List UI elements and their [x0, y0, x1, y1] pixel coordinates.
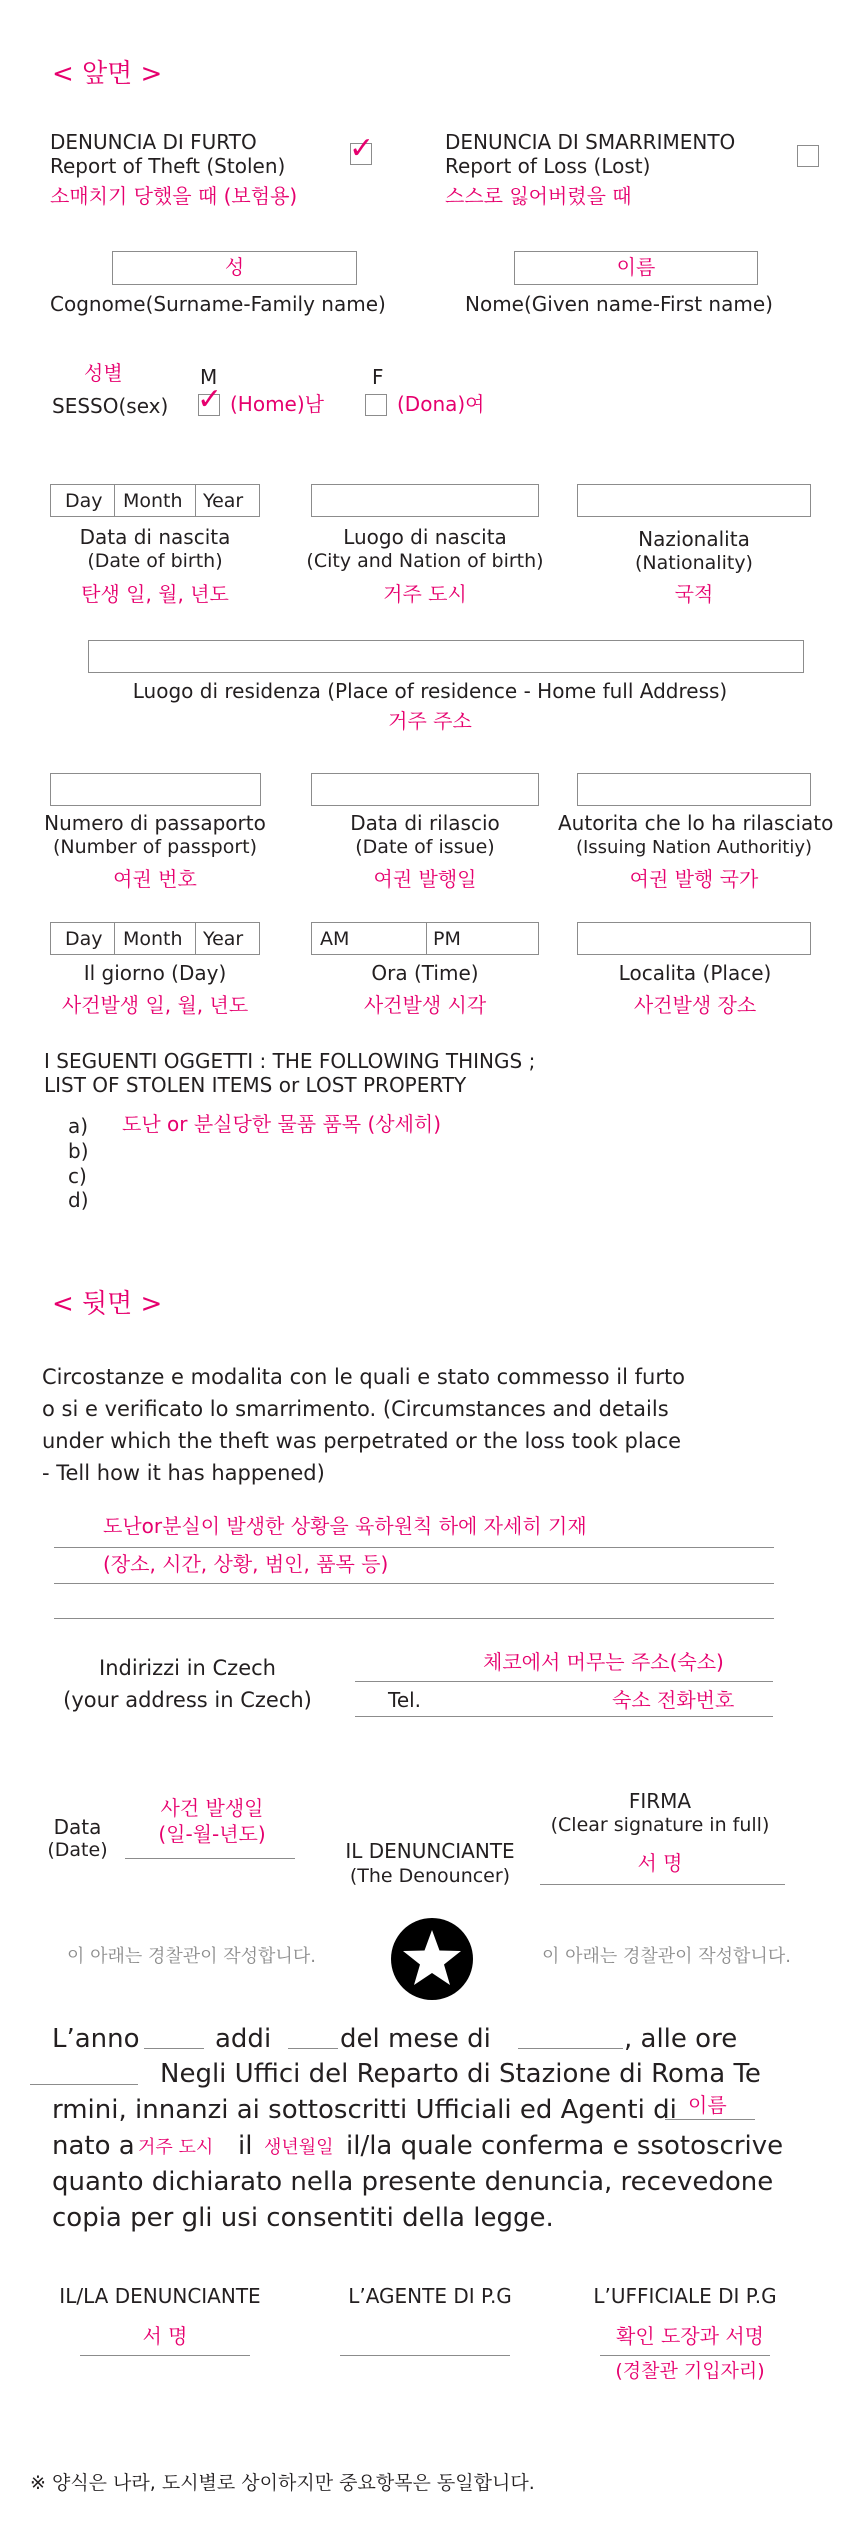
loss-title-en: Report of Loss (Lost)	[445, 154, 651, 178]
incident-time-label: Ora (Time)	[371, 961, 479, 985]
residence-label-ko: 거주 주소	[388, 709, 472, 733]
issue-date-label-en: (Date of issue)	[355, 836, 495, 858]
items-title-1: I SEGUENTI OGGETTI : THE FOLLOWING THINGS ;	[44, 1049, 536, 1073]
residence-label: Luogo di residenza (Place of residence - Home full Address)	[132, 679, 728, 703]
denunciante-sig-field[interactable]	[80, 2355, 250, 2356]
sex-label: SESSO(sex)	[52, 394, 169, 418]
birthplace-label-ko: 거주 도시	[383, 582, 467, 606]
given-name-field[interactable]	[514, 251, 758, 285]
para-il: il	[238, 2131, 253, 2161]
authority-label-ko: 여권 발행 국가	[629, 867, 759, 891]
loss-title-it: DENUNCIA DI SMARRIMENTO	[445, 130, 736, 154]
para-line-3: rmini, innanzi ai sottoscritti Ufficiali ed Agenti di	[52, 2095, 677, 2125]
para-mese: del mese di	[340, 2024, 491, 2054]
loss-checkbox[interactable]	[797, 145, 819, 167]
nationality-field[interactable]	[577, 484, 811, 517]
mese-field[interactable]	[518, 2048, 623, 2049]
birth-day-cell: Day	[65, 490, 103, 512]
loss-title-ko: 스스로 잃어버렸을 때	[445, 184, 632, 208]
police-note-left: 이 아래는 경찰관이 작성합니다.	[67, 1946, 316, 1967]
circumstances-hint-2: (장소, 시간, 상황, 범인, 품목 등)	[103, 1552, 389, 1576]
date-hint-2: (일-월-년도)	[158, 1822, 266, 1846]
incident-month-cell: Month	[123, 928, 183, 950]
czech-address-label-it: Indirizzi in Czech	[99, 1656, 276, 1680]
incident-place-field[interactable]	[577, 922, 811, 955]
birthplace-label-it: Luogo di nascita	[343, 525, 507, 549]
denunciante-sig-hint: 서 명	[142, 2324, 188, 2348]
theft-title-ko: 소매치기 당했을 때 (보험용)	[50, 184, 298, 208]
female-letter: F	[372, 365, 384, 389]
para-conferma: il/la quale conferma e ssotoscrive	[346, 2131, 784, 2161]
issue-date-label-ko: 여권 발행일	[373, 867, 477, 891]
tel-hint: 숙소 전화번호	[612, 1688, 735, 1712]
passport-number-label-it: Numero di passaporto	[44, 811, 266, 835]
female-checkbox[interactable]	[365, 394, 387, 416]
item-c-letter: c)	[68, 1164, 87, 1188]
sex-ko-label: 성별	[84, 361, 123, 385]
given-name-label: Nome(Given name-First name)	[465, 292, 773, 316]
agente-sig-field[interactable]	[340, 2355, 510, 2356]
birthplace-label-en: (City and Nation of birth)	[306, 550, 544, 572]
items-hint: 도난 or 분실당한 물품 품목 (상세히)	[122, 1112, 442, 1136]
para-ore: , alle ore	[624, 2024, 738, 2054]
incident-year-cell: Year	[203, 928, 244, 950]
firma-label-en: (Clear signature in full)	[550, 1814, 770, 1836]
items-title-2: LIST OF STOLEN ITEMS or LOST PROPERTY	[44, 1073, 467, 1097]
czech-address-hint: 체코에서 머무는 주소(숙소)	[483, 1650, 724, 1674]
passport-number-field[interactable]	[50, 773, 261, 806]
surname-label: Cognome(Surname-Family name)	[50, 292, 386, 316]
denunciante-sig-label: IL/LA DENUNCIANTE	[59, 2284, 261, 2308]
agente-sig-label: L’AGENTE DI P.G	[348, 2284, 512, 2308]
date-label-en: (Date)	[47, 1839, 108, 1861]
date-label-it: Data	[53, 1815, 102, 1839]
incident-day-label: Il giorno (Day)	[83, 961, 227, 985]
male-letter: M	[200, 365, 218, 389]
signature-field[interactable]	[540, 1884, 785, 1885]
nationality-label-ko: 국적	[674, 582, 714, 606]
circumstances-line-field-2[interactable]	[54, 1583, 774, 1584]
authority-label-it: Autorita che lo ha rilasciato	[558, 811, 834, 835]
nationality-label-it: Nazionalita	[638, 527, 750, 551]
authority-field[interactable]	[577, 773, 811, 806]
female-text: (Dona)여	[397, 392, 485, 416]
passport-number-label-en: (Number of passport)	[53, 836, 257, 858]
am-cell: AM	[320, 928, 350, 950]
date-field[interactable]	[125, 1858, 295, 1859]
para-addi: addi	[215, 2024, 272, 2054]
para-line-2: Negli Uffici del Reparto di Stazione di Roma Te	[160, 2059, 761, 2089]
addi-field[interactable]	[288, 2048, 338, 2049]
issue-date-label-it: Data di rilascio	[350, 811, 500, 835]
issue-date-field[interactable]	[311, 773, 539, 806]
footnote: ※ 양식은 나라, 도시별로 상이하지만 중요항목은 동일합니다.	[30, 2472, 535, 2494]
authority-label-en: (Issuing Nation Authoritiy)	[575, 837, 813, 858]
incident-time-field[interactable]	[311, 922, 539, 955]
circumstances-line-field-1[interactable]	[54, 1547, 774, 1548]
check-mark-icon: ✓	[349, 131, 375, 166]
circumstances-line-field-3[interactable]	[54, 1618, 774, 1619]
czech-address-label-en: (your address in Czech)	[63, 1688, 312, 1712]
birth-date-label-it: Data di nascita	[79, 525, 231, 549]
czech-address-field[interactable]	[355, 1681, 773, 1682]
birthplace-field[interactable]	[311, 484, 539, 517]
incident-place-label-ko: 사건발생 장소	[633, 993, 757, 1017]
birth-month-cell: Month	[123, 490, 183, 512]
item-a-letter: a)	[68, 1114, 89, 1138]
officer-name-field[interactable]	[665, 2119, 755, 2120]
theft-title-it: DENUNCIA DI FURTO	[50, 130, 257, 154]
denouncer-label-en: (The Denouncer)	[349, 1865, 511, 1887]
police-note-right: 이 아래는 경찰관이 작성합니다.	[542, 1946, 791, 1967]
circumstances-line-2: o si e verificato lo smarrimento. (Circumstances and details	[42, 1397, 669, 1421]
passport-number-label-ko: 여권 번호	[113, 867, 197, 891]
male-checkbox[interactable]	[197, 382, 223, 417]
given-name-hint: 이름	[616, 255, 656, 279]
circumstances-hint-1: 도난or분실이 발생한 상황을 육하원칙 하에 자세히 기재	[103, 1514, 587, 1538]
theft-checkbox[interactable]	[349, 131, 375, 166]
birth-date-label-ko: 탄생 일, 월, 년도	[81, 582, 229, 606]
para-birthday-hint: 생년월일	[264, 2137, 334, 2158]
birth-date-field[interactable]	[50, 484, 260, 517]
incident-place-label: Localita (Place)	[618, 961, 772, 985]
tel-field[interactable]	[355, 1716, 773, 1717]
firma-hint: 서 명	[637, 1851, 683, 1875]
check-mark-icon: ✓	[197, 382, 223, 417]
birth-date-label-en: (Date of birth)	[87, 550, 223, 572]
star-badge-icon	[391, 1918, 473, 2000]
para-nato: nato a	[52, 2131, 135, 2161]
firma-label-it: FIRMA	[628, 1789, 692, 1813]
birth-year-cell: Year	[203, 490, 244, 512]
para-anno: L’anno	[52, 2024, 140, 2054]
ufficiale-sig-label: L’UFFICIALE DI P.G	[593, 2284, 777, 2308]
back-header: < 뒷면 >	[52, 1289, 163, 1319]
pm-cell: PM	[433, 928, 461, 950]
ore-field[interactable]	[30, 2084, 138, 2085]
date-hint-1: 사건 발생일	[160, 1796, 264, 1820]
ufficiale-sig-field[interactable]	[600, 2355, 770, 2356]
ufficiale-sig-hint-2: (경찰관 기입자리)	[615, 2360, 765, 2382]
male-text: (Home)남	[230, 392, 324, 416]
item-d-letter: d)	[68, 1188, 89, 1212]
circumstances-line-4: - Tell how it has happened)	[42, 1461, 325, 1485]
surname-field[interactable]	[112, 251, 357, 285]
para-name-hint: 이름	[688, 2093, 727, 2117]
incident-day-cell: Day	[65, 928, 103, 950]
tel-label: Tel.	[388, 1688, 422, 1712]
incident-date-field[interactable]	[50, 922, 260, 955]
surname-hint: 성	[224, 255, 245, 279]
circumstances-line-3: under which the theft was perpetrated or the loss took place	[42, 1429, 682, 1453]
para-line-6: copia per gli usi consentiti della legge.	[52, 2203, 554, 2233]
para-city-hint: 거주 도시	[138, 2137, 214, 2158]
ufficiale-sig-hint: 확인 도장과 서명	[616, 2324, 764, 2348]
nationality-label-en: (Nationality)	[635, 552, 753, 574]
theft-title-en: Report of Theft (Stolen)	[50, 154, 286, 178]
item-b-letter: b)	[68, 1139, 89, 1163]
incident-time-label-ko: 사건발생 시각	[363, 993, 487, 1017]
residence-field[interactable]	[88, 640, 804, 673]
denouncer-label-it: IL DENUNCIANTE	[345, 1839, 515, 1863]
anno-field[interactable]	[144, 2048, 204, 2049]
circumstances-line-1: Circostanze e modalita con le quali e stato commesso il furto	[42, 1365, 686, 1389]
incident-day-label-ko: 사건발생 일, 월, 년도	[61, 993, 249, 1017]
front-header: < 앞면 >	[52, 59, 163, 89]
para-line-5: quanto dichiarato nella presente denuncia, recevedone	[52, 2167, 774, 2197]
